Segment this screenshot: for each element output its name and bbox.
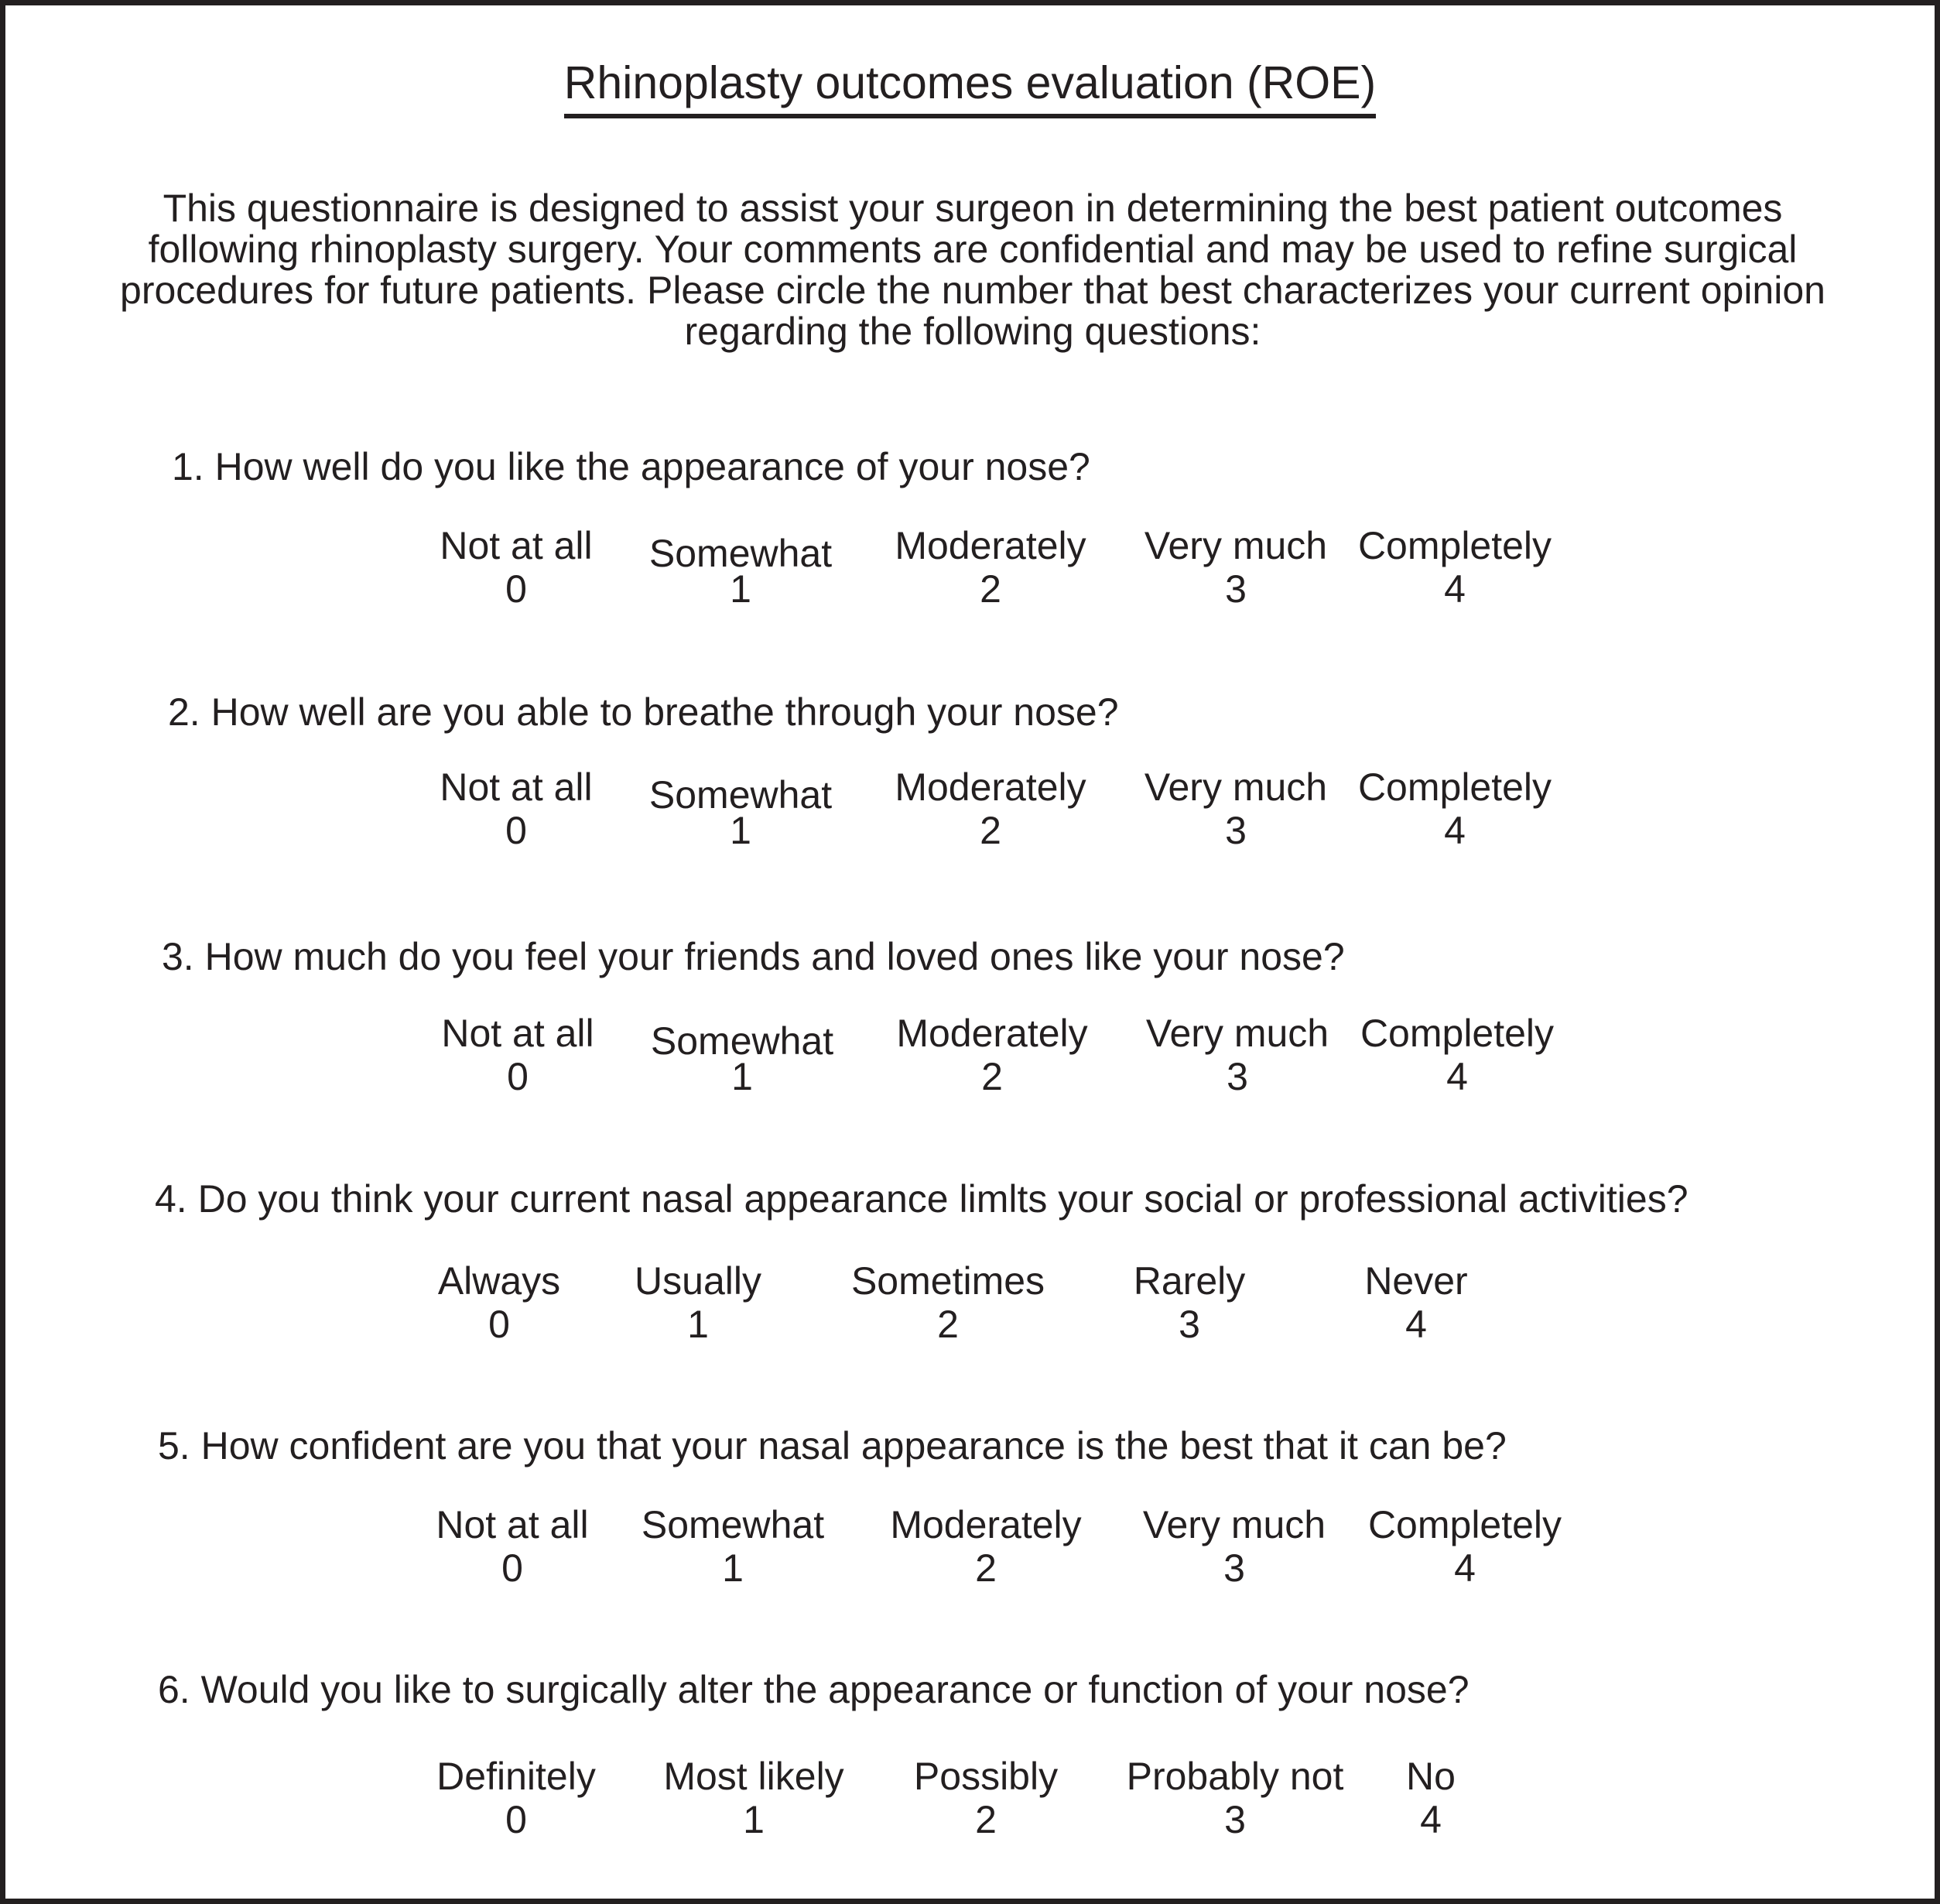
option-label: Very much [1144,524,1328,567]
option-label: Moderately [896,1012,1088,1055]
q2-option-3[interactable] [1144,765,1327,852]
q2-option-2[interactable] [895,765,1086,852]
option-label: Somewhat [648,532,833,575]
option-value: 3 [1225,809,1247,852]
q5-option-2[interactable] [890,1503,1081,1590]
q2-option-1[interactable] [649,765,832,852]
option-value: 3 [1224,1798,1246,1841]
option-label: Moderately [890,1503,1082,1546]
option-label: Rarely [1133,1259,1246,1303]
intro-line: regarding the following questions: [684,310,1261,353]
option-label: Moderately [895,765,1086,809]
q2-option-0[interactable] [440,765,592,852]
option-label: Completely [1367,1503,1562,1546]
intro-line: following rhinoplasty surgery. Your comments are confidential and may be used to refine surgical [148,228,1798,271]
option-label: Probably not [1126,1755,1344,1798]
option-value: 0 [488,1303,510,1346]
q4-option-0[interactable] [438,1259,560,1346]
option-value: 3 [1179,1303,1200,1346]
q4-option-2[interactable] [851,1259,1045,1346]
option-label: Not at all [440,765,593,809]
q1-option-3[interactable] [1144,524,1327,611]
option-value: 3 [1227,1055,1248,1098]
q1-option-1[interactable] [649,524,832,611]
q3-option-3[interactable] [1146,1012,1329,1098]
option-value: 0 [501,1546,523,1590]
q2-option-4[interactable] [1358,765,1552,852]
q6-option-3[interactable] [1127,1755,1344,1841]
q6-option-0[interactable] [436,1755,596,1841]
option-value: 4 [1444,809,1466,852]
q5-option-3[interactable] [1143,1503,1326,1590]
option-value: 0 [505,1798,527,1841]
q4-option-1[interactable] [635,1259,761,1346]
form-title-text: Rhinoplasty outcomes evaluation (ROE) [564,55,1376,118]
option-value: 1 [687,1303,709,1346]
question-6-text: 6. Would you like to surgically alter the appearance or function of your nose? [158,1668,1470,1711]
option-label: Somewhat [650,1019,834,1063]
option-value: 0 [505,567,527,611]
q4-option-4[interactable] [1364,1259,1467,1346]
option-label: Somewhat [648,773,833,817]
option-value: 3 [1223,1546,1245,1590]
option-value: 0 [507,1055,529,1098]
q6-option-2[interactable] [914,1755,1058,1841]
option-label: Not at all [440,524,593,567]
option-value: 2 [981,1055,1003,1098]
intro-line: This questionnaire is designed to assist your surgeon in determining the best patient outcomes [163,187,1783,230]
option-value: 4 [1446,1055,1468,1098]
option-value: 2 [937,1303,959,1346]
option-value: 1 [731,1055,753,1098]
option-value: 0 [505,809,527,852]
q6-option-4[interactable] [1406,1755,1456,1841]
option-label: Usually [635,1259,761,1303]
option-label: Completely [1360,1012,1555,1055]
question-2-text: 2. How well are you able to breathe through your nose? [168,690,1119,734]
option-label: Very much [1144,765,1328,809]
q3-option-0[interactable] [441,1012,594,1098]
option-value: 1 [743,1798,765,1841]
q5-option-1[interactable] [642,1503,824,1590]
option-label: Not at all [441,1012,594,1055]
question-5-text: 5. How confident are you that your nasal appearance is the best that it can be? [158,1424,1507,1467]
form-title [5,55,1935,118]
option-label: Moderately [895,524,1086,567]
option-value: 4 [1444,567,1466,611]
option-value: 4 [1405,1303,1427,1346]
intro-paragraph [52,188,1894,352]
q5-option-4[interactable] [1368,1503,1562,1590]
q3-option-1[interactable] [651,1012,833,1098]
option-value: 1 [730,809,751,852]
option-value: 2 [980,809,1001,852]
q5-option-0[interactable] [436,1503,588,1590]
question-1-text: 1. How well do you like the appearance of your nose? [172,445,1090,488]
option-label: Very much [1142,1503,1326,1546]
option-value: 4 [1420,1798,1442,1841]
option-label: Not at all [436,1503,589,1546]
q3-option-2[interactable] [896,1012,1087,1098]
q4-option-3[interactable] [1134,1259,1245,1346]
option-value: 4 [1454,1546,1476,1590]
option-value: 2 [975,1798,997,1841]
option-label: Completely [1357,765,1552,809]
option-label: Always [437,1259,561,1303]
q1-option-2[interactable] [895,524,1086,611]
q1-option-0[interactable] [440,524,592,611]
q3-option-4[interactable] [1360,1012,1554,1098]
option-label: Most likely [663,1755,844,1798]
option-label: Definitely [436,1755,596,1798]
option-label: Very much [1145,1012,1329,1055]
option-value: 1 [722,1546,744,1590]
option-label: Completely [1357,524,1552,567]
option-label: No [1406,1755,1456,1798]
intro-line: procedures for future patients. Please circle the number that best characterizes your current opinion [120,269,1825,312]
option-label: Somewhat [641,1503,825,1546]
option-label: Sometimes [850,1259,1045,1303]
option-value: 2 [975,1546,997,1590]
question-3-text: 3. How much do you feel your friends and loved ones like your nose? [162,935,1345,978]
option-value: 3 [1225,567,1247,611]
q1-option-4[interactable] [1358,524,1552,611]
option-value: 1 [730,567,751,611]
q6-option-1[interactable] [663,1755,843,1841]
question-4-text: 4. Do you think your current nasal appearance limlts your social or professional activities? [155,1177,1689,1221]
option-label: Possibly [913,1755,1059,1798]
option-label: Never [1364,1259,1468,1303]
option-value: 2 [980,567,1001,611]
